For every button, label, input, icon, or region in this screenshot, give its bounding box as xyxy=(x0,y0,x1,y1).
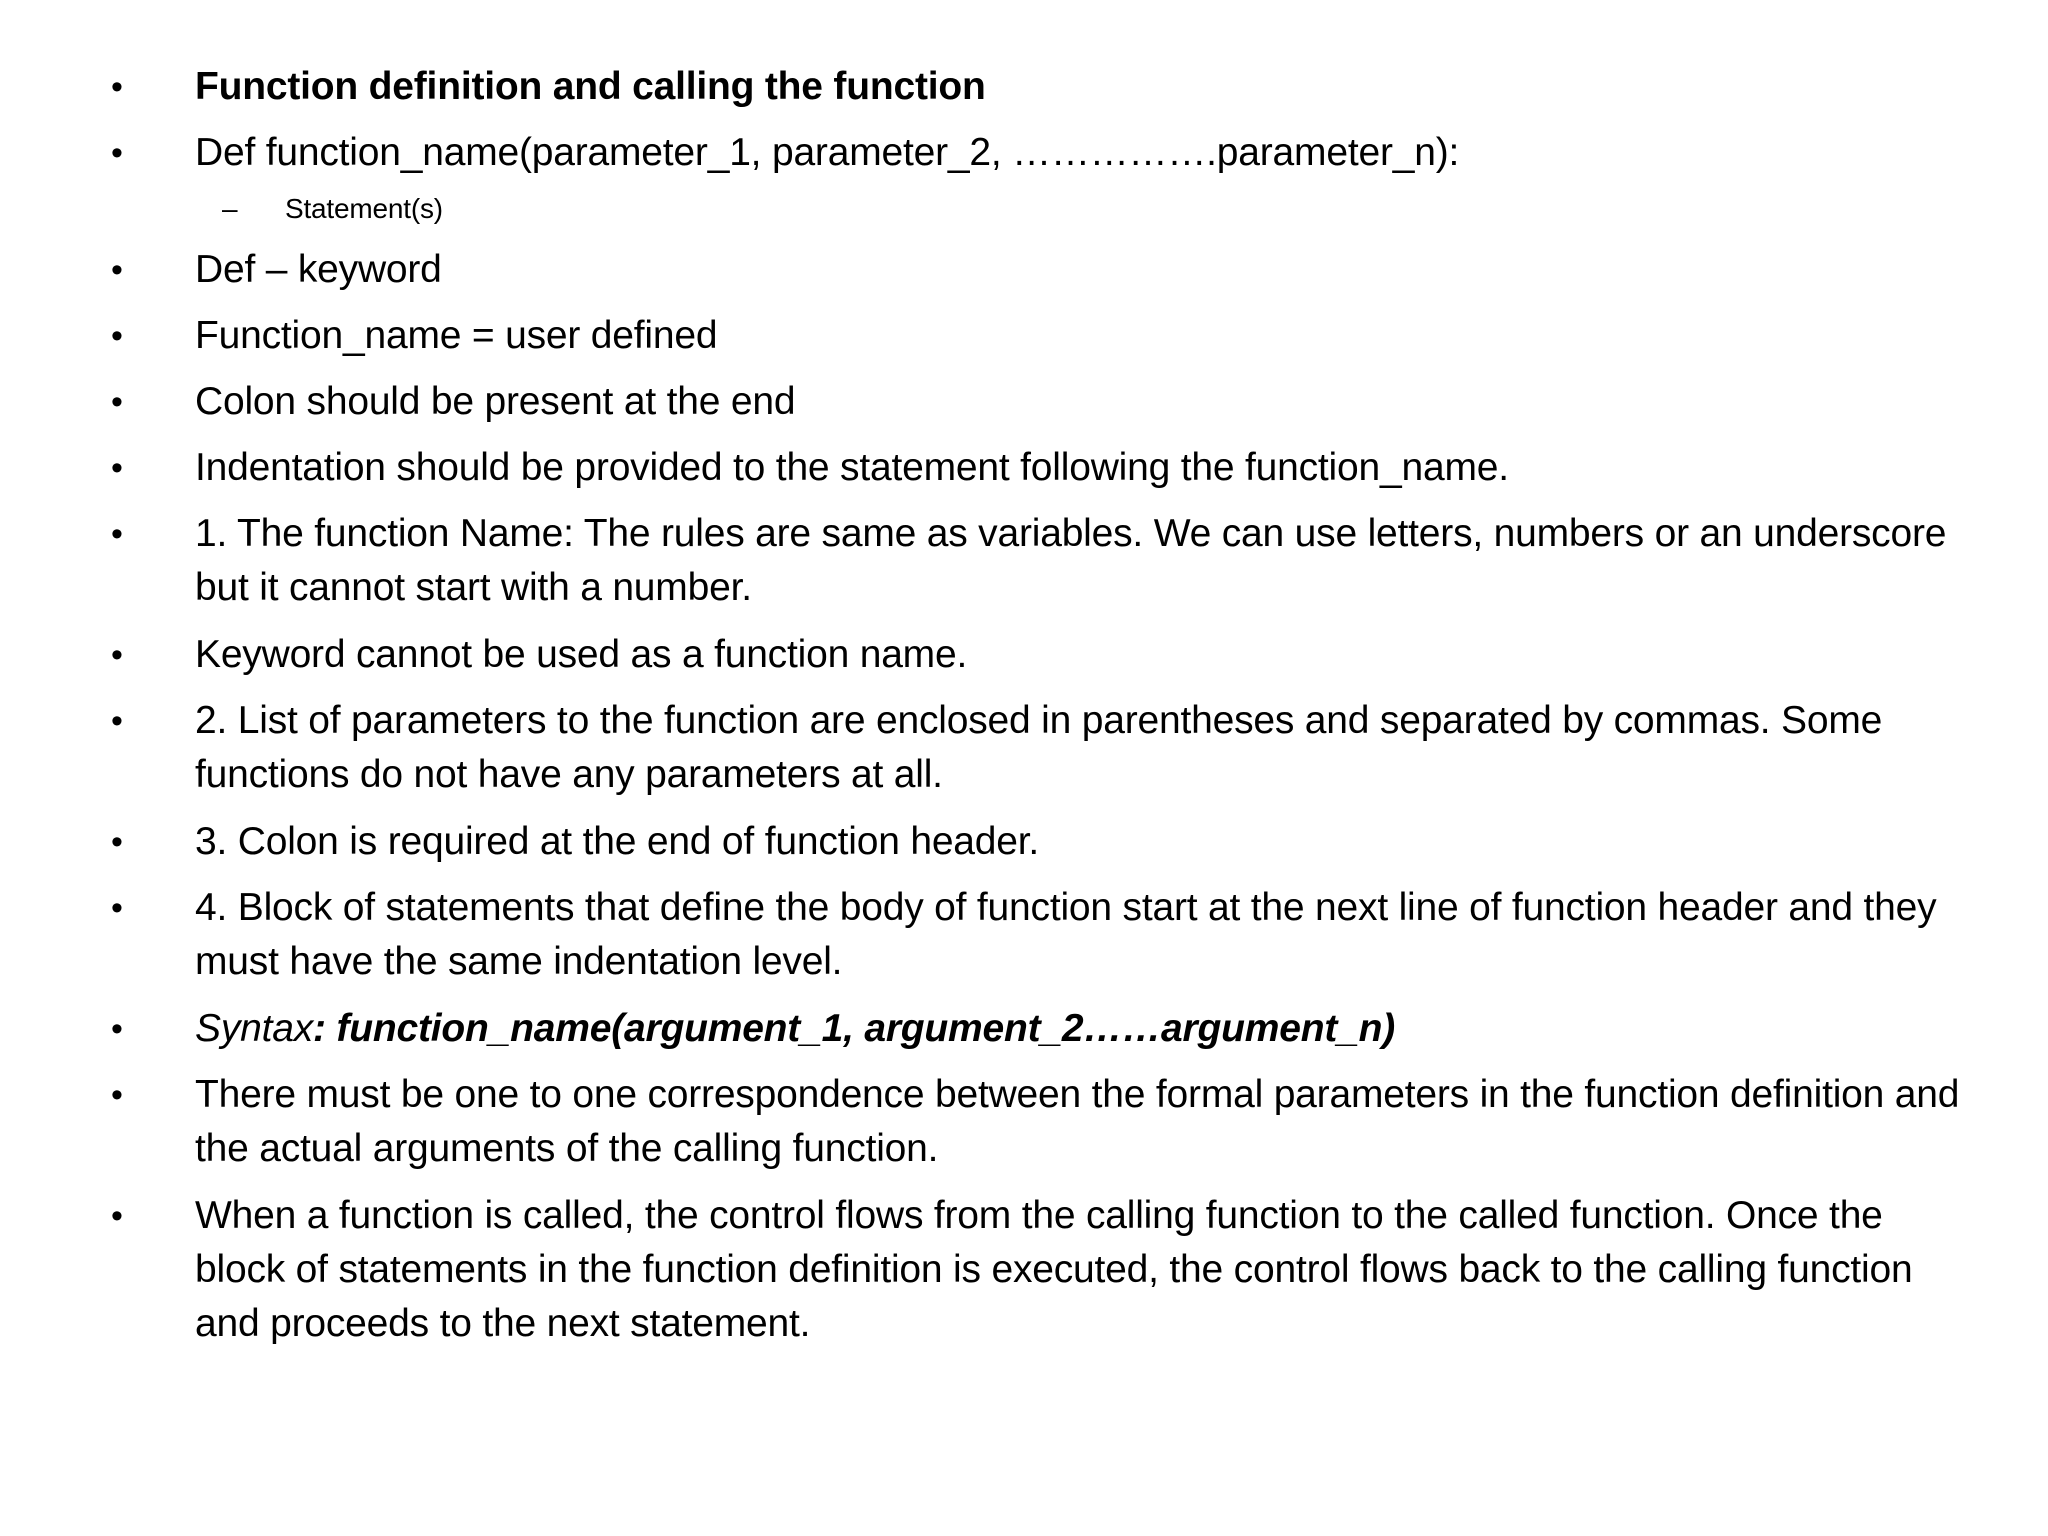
bullet-marker: • xyxy=(111,1197,123,1235)
item-text: When a function is called, the control flows from the calling function to the called function. Once the block of statements in the function definition is executed, the control flows back to the calling function and proceeds to the next statement. xyxy=(195,1194,1913,1345)
item-text: Def function_name(parameter_1, parameter_2, …………….parameter_n): xyxy=(195,131,1460,174)
bullet-marker: • xyxy=(111,636,123,674)
heading-text: Function definition and calling the function xyxy=(195,65,986,108)
bullet-marker: • xyxy=(111,515,123,553)
item-text: 1. The function Name: The rules are same as variables. We can use letters, numbers or an underscore but it cannot start with a number. xyxy=(195,512,1947,609)
syntax-value: : function_name(argument_1, argument_2……argument_n) xyxy=(313,1007,1396,1050)
bullet-marker: • xyxy=(111,702,123,740)
item-text: 2. List of parameters to the function are enclosed in parentheses and separated by commas. Some functions do not have any parameters at all. xyxy=(195,699,1883,796)
item-text: Indentation should be provided to the statement following the function_name. xyxy=(195,446,1509,489)
item-text: Statement(s) xyxy=(285,193,443,224)
syntax-label: Syntax xyxy=(195,1007,314,1050)
bullet-marker: • xyxy=(111,823,123,861)
item-text: 3. Colon is required at the end of function header. xyxy=(195,820,1040,863)
bullet-marker: • xyxy=(111,68,123,106)
item-text: There must be one to one correspondence between the formal parameters in the function definition and the actual arguments of the calling function. xyxy=(195,1073,1960,1170)
item-text: Colon should be present at the end xyxy=(195,380,796,423)
item-text: Def – keyword xyxy=(195,248,442,291)
bullet-marker: • xyxy=(111,1076,123,1114)
bullet-marker: • xyxy=(111,383,123,421)
bullet-marker: • xyxy=(111,251,123,289)
syntax-line xyxy=(195,1002,1975,1056)
bullet-marker: • xyxy=(111,889,123,927)
dash-marker: – xyxy=(222,193,238,224)
bullet-marker: • xyxy=(111,449,123,487)
bullet-marker: • xyxy=(111,317,123,355)
item-text: Keyword cannot be used as a function name. xyxy=(195,633,968,676)
item-text: Function_name = user defined xyxy=(195,314,718,357)
bullet-marker: • xyxy=(111,1010,123,1048)
item-text: 4. Block of statements that define the body of function start at the next line of function header and they must have the same indentation level. xyxy=(195,886,1937,983)
bullet-marker: • xyxy=(111,134,123,172)
